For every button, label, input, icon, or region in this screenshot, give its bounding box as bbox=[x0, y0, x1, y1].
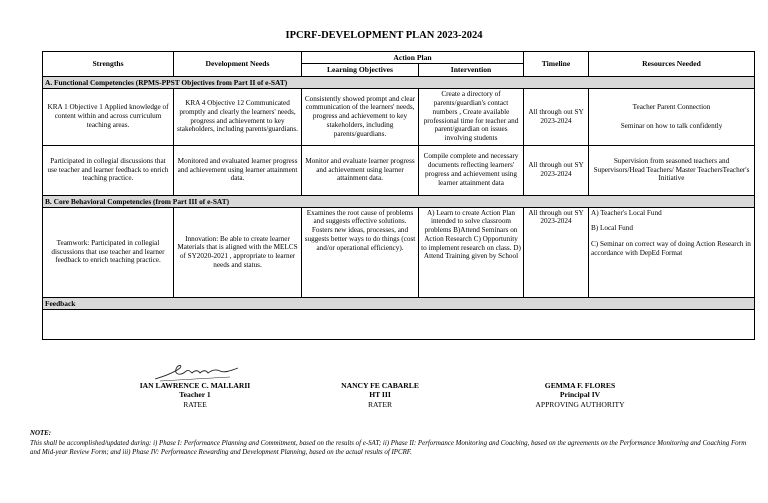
section-a-label: A. Functional Competencies (RPMS-PPST Objectives from Part II of e-SAT) bbox=[43, 76, 755, 88]
page-title: IPCRF-DEVELOPMENT PLAN 2023-2024 bbox=[285, 30, 483, 41]
resources-cell bbox=[589, 88, 755, 145]
approver-role: APPROVING AUTHORITY bbox=[535, 399, 625, 409]
resources-cell: Supervision from seasoned teachers and Supervisors/Head Teachers/ Master TeachersTeacher's Initiative bbox=[589, 145, 755, 195]
ratee-name: IAN LAWRENCE C. MALLARII bbox=[139, 381, 251, 390]
feedback-content-row bbox=[43, 309, 755, 339]
ratee-role: RATEE bbox=[183, 399, 207, 409]
learning-objectives-cell: Examines the root cause of problems and suggests effective solutions. Fosters new ideas, processes, and suggests better ways to do things (cost and/or operational efficiency). bbox=[302, 207, 419, 297]
feedback-content bbox=[43, 309, 755, 339]
development-needs-cell: KRA 4 Objective 12 Communicated promptly and clearly the learners' needs, progress and achievement to key stakeholders, including parents/guardians. bbox=[174, 88, 302, 145]
header-resources-needed: Resources Needed bbox=[589, 52, 755, 77]
ratee-position: Teacher 1 bbox=[179, 390, 211, 400]
rater-position: HT III bbox=[369, 390, 391, 400]
table-row bbox=[43, 88, 755, 145]
development-plan-table bbox=[42, 51, 755, 340]
note-text: This shall be accomplished/updated during: i) Phase I: Performance Planning and Commitment, based on the results of e-SAT; ii) Phase II: Performance Monitoring and Coaching, based on the agreements on the Performance Monitoring and Coaching Form and Mid-year Review Form; and iii) Phase IV: Performance Rewarding and Development Planning, based on the actual results of IPCRF. bbox=[30, 439, 747, 457]
development-needs-cell: Innovation: Be able to create learner Materials that is aligned with the MELCS of SY2020-2021 , appropriate to learner needs and status. bbox=[174, 207, 302, 297]
strengths-cell: KRA 1 Objective 1 Applied knowledge of content within and across curriculum teaching areas. bbox=[43, 88, 174, 145]
resources-line: C) Seminar on correct way of doing Action Research in accordance with DepEd Format bbox=[591, 240, 751, 257]
note-heading: NOTE: bbox=[30, 430, 52, 437]
section-b-label: B. Core Behavioral Competencies (from Part III of e-SAT) bbox=[43, 195, 755, 207]
intervention-cell: Create a directory of parents/guardian's contact numbers , Create available professional time for teacher and parent/guardian on issues involving students bbox=[419, 88, 524, 145]
header-action-plan: Action Plan bbox=[302, 52, 524, 64]
rater-role: RATER bbox=[367, 399, 393, 409]
section-a-row bbox=[43, 76, 755, 88]
header-timeline: Timeline bbox=[524, 52, 589, 77]
note-block bbox=[30, 429, 755, 458]
timeline-cell: All through out SY 2023-2024 bbox=[524, 88, 589, 145]
table-row bbox=[43, 145, 755, 195]
approver-name: GEMMA F. FLORES bbox=[544, 381, 616, 390]
header-development-needs: Development Needs bbox=[174, 52, 302, 77]
resources-line: A) Teacher's Local Fund bbox=[591, 208, 662, 217]
resources-line: Teacher Parent Connection bbox=[632, 102, 711, 111]
timeline-cell: All through out SY 2023-2024 bbox=[524, 207, 589, 297]
feedback-label: Feedback bbox=[43, 297, 755, 309]
timeline-cell: All through out SY 2023-2024 bbox=[524, 145, 589, 195]
resources-line: B) Local Fund bbox=[591, 224, 633, 233]
rater-name: NANCY FE CABARLE bbox=[341, 381, 419, 390]
feedback-row bbox=[43, 297, 755, 309]
resources-cell bbox=[589, 207, 755, 297]
approver-signature-block bbox=[500, 381, 660, 409]
table-row bbox=[43, 207, 755, 297]
header-learning-objectives: Learning Objectives bbox=[302, 64, 419, 76]
section-b-row bbox=[43, 195, 755, 207]
ratee-signature-block bbox=[110, 381, 280, 409]
strengths-cell: Participated in collegial discussions that use teacher and learner feedback to enrich teaching practice. bbox=[43, 145, 174, 195]
header-strengths: Strengths bbox=[43, 52, 174, 77]
learning-objectives-cell: Monitor and evaluate learner progress and achievement using learner attainment data. bbox=[302, 145, 419, 195]
development-needs-cell: Monitored and evaluated learner progress and achievement using learner attainment data. bbox=[174, 145, 302, 195]
intervention-cell: A) Learn to create Action Plan intended to solve classroom problems B)Attend Seminars on Action Research C) Opportunity to implement research on class. D) Attend Training given by School bbox=[419, 207, 524, 297]
strengths-cell: Teamwork: Participated in collegial discussions that use teacher and learner feedback to enrich teaching practice. bbox=[43, 207, 174, 297]
learning-objectives-cell: Consistently showed prompt and clear communication of the learners' needs, progress and achievement to key stakeholders, including parents/guardians. bbox=[302, 88, 419, 145]
rater-signature-block bbox=[305, 381, 455, 409]
header-row bbox=[43, 52, 755, 64]
approver-position: Principal IV bbox=[559, 390, 601, 400]
header-intervention: Intervention bbox=[419, 64, 524, 76]
resources-line: Seminar on how to talk confidently bbox=[620, 121, 723, 130]
intervention-cell: Compile complete and necessary documents reflecting learners' progress and achievement using learner attainment data bbox=[419, 145, 524, 195]
